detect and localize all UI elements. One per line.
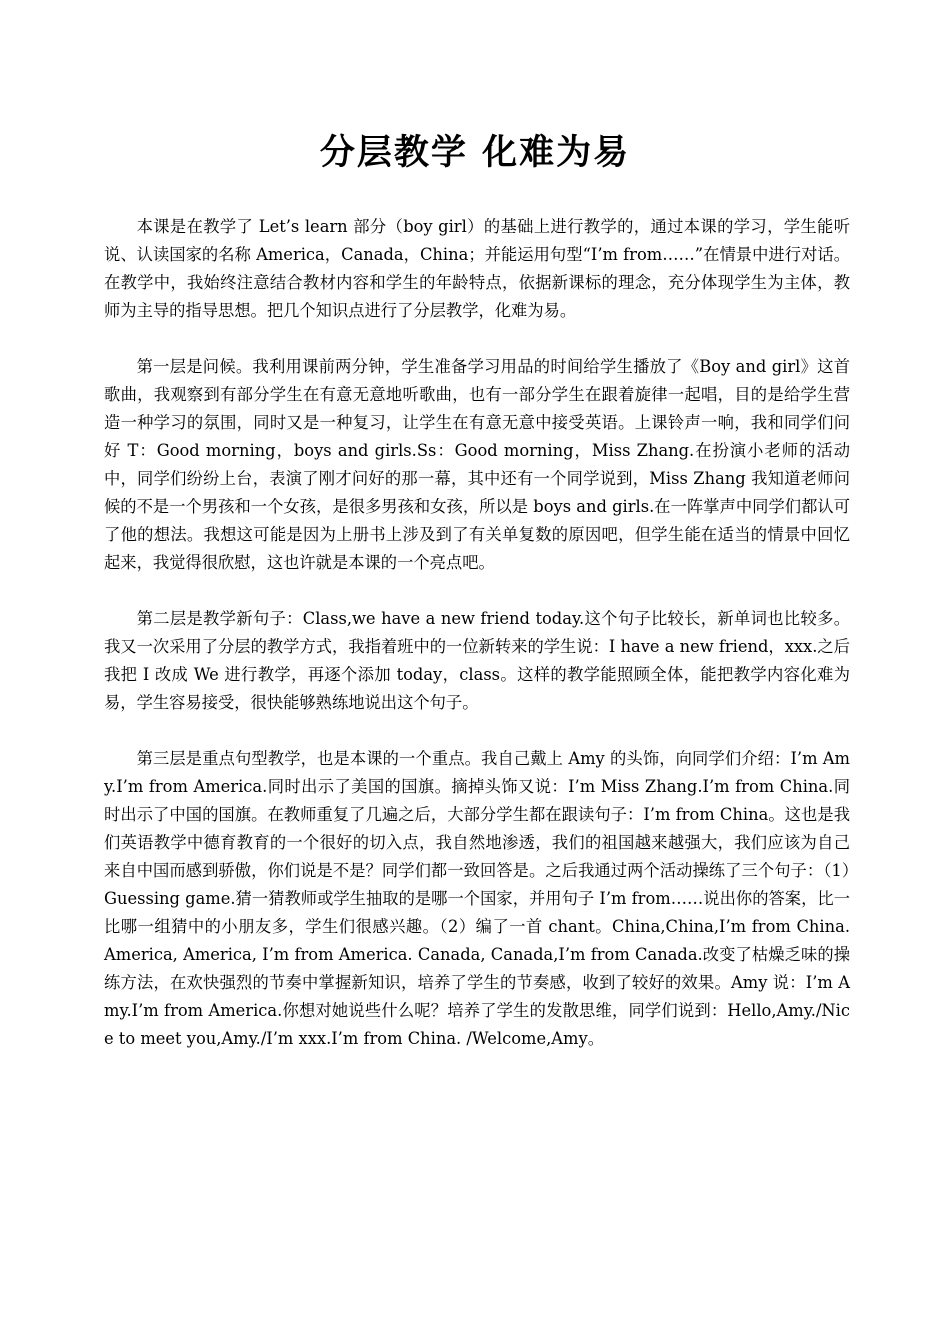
paragraph-layer-two: 第二层是教学新句子：Class,we have a new friend today.这个句子比较长，新单词也比较多。我又一次采用了分层的教学方式，我指着班中的一位新转来的学生说：I have a new friend，xxx.之后我把 I 改成 We 进行教学，再逐个添加 today，class。这样的教学能照顾全体，能把教学内容化难为易，学生容易接受，很快能够熟练地说出这个句子。 [104,609,850,712]
paragraph-layer-three: 第三层是重点句型教学，也是本课的一个重点。我自己戴上 Amy 的头饰，向同学们介绍：I’m Amy.I’m from America.同时出示了美国的国旗。摘掉头饰又说：I’m Miss Zhang.I’m from China.同时出示了中国的国旗。在教师重复了几遍之后，大部分学生都在跟读句子：I’m from China。这也是我们英语教学中德育教育的一个很好的切入点，我自然地渗透，我们的祖国越来越强大，我们应该为自己来自中国而感到骄傲，你们说是不是？同学们都一致回答是。之后我通过两个活动操练了三个句子：（1）Guessing game.猜一猜教师或学生抽取的是哪一个国家，并用句子 I’m from……说出你的答案，比一比哪一组猜中的小朋友多，学生们很感兴趣。（2）编了一首 chant。China,China,I’m from China. America, America, I’m from America. Canada, Canada,I’m from Canada.改变了枯燥乏味的操练方法，在欢快强烈的节奏中掌握新知识，培养了学生的节奏感，收到了较好的效果。Amy 说：I’m Amy.I’m from America.你想对她说些什么呢？培养了学生的发散思维，同学们说到：Hello,Amy./Nice to meet you,Amy./I’m xxx.I’m from China. /Welcome,Amy。 [104,749,850,1048]
document-body [104,213,850,1081]
paragraph-intro: 本课是在教学了 Let’s learn 部分（boy girl）的基础上进行教学的，通过本课的学习，学生能听说、认读国家的名称 America，Canada，China；并能运用句型“I’m from……”在情景中进行对话。在教学中，我始终注意结合教材内容和学生的年龄特点，依据新课标的理念，充分体现学生为主体，教师为主导的指导思想。把几个知识点进行了分层教学，化难为易。 [104,217,850,320]
paragraph-layer-one: 第一层是问候。我利用课前两分钟，学生准备学习用品的时间给学生播放了《Boy and girl》这首歌曲，我观察到有部分学生在有意无意地听歌曲，也有一部分学生在跟着旋律一起唱，目的是给学生营造一种学习的氛围，同时又是一种复习，让学生在有意无意中接受英语。上课铃声一响，我和同学们问好 T：Good morning，boys and girls.Ss：Good morning，Miss Zhang.在扮演小老师的活动中，同学们纷纷上台，表演了刚才问好的那一幕，其中还有一个同学说到，Miss Zhang 我知道老师问候的不是一个男孩和一个女孩，是很多男孩和女孩，所以是 boys and girls.在一阵掌声中同学们都认可了他的想法。我想这可能是因为上册书上涉及到了有关单复数的原因吧，但学生能在适当的情景中回忆起来，我觉得很欣慰，这也许就是本课的一个亮点吧。 [104,357,850,572]
document-title: 分层教学 化难为易 [319,133,631,173]
